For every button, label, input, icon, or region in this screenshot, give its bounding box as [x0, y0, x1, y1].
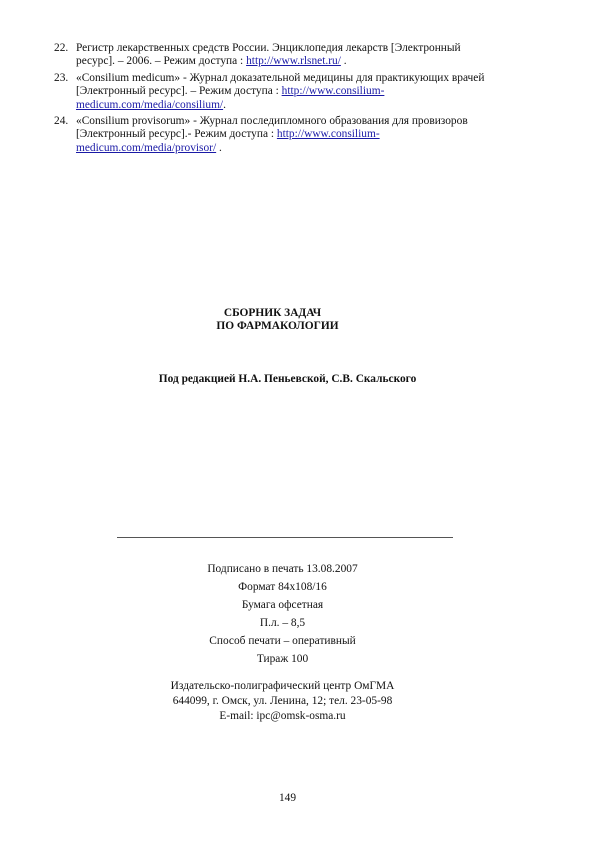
- page-number: [0, 792, 595, 805]
- reference-link[interactable]: medicum.com/media/consilium/: [76, 98, 224, 111]
- reference-text: ресурс]. – 2006. – Режим доступа :: [76, 55, 247, 68]
- reference-text: .: [216, 141, 222, 154]
- editor-text: Под редакцией Н.А. Пеньевской, С.В. Скальского: [158, 373, 417, 385]
- reference-line: Регистр лекарственных средств России. Энциклопедия лекарств [Электронный: [76, 42, 461, 54]
- imprint-block: [0, 560, 595, 668]
- reference-number: 23.: [54, 71, 69, 84]
- reference-list: [54, 42, 534, 158]
- reference-link[interactable]: http://www.consilium-: [281, 85, 385, 98]
- book-title-line1: СБОРНИК ЗАДАЧ: [223, 307, 322, 319]
- imprint-circulation: Тираж 100: [256, 653, 309, 665]
- reference-item-24: [54, 115, 534, 155]
- imprint-paper: Бумага офсетная: [241, 599, 324, 611]
- reference-line: [76, 85, 534, 98]
- reference-body: [76, 115, 534, 155]
- reference-number: 22.: [54, 42, 69, 54]
- reference-text: .: [340, 55, 347, 68]
- reference-text: .: [223, 98, 226, 111]
- reference-link[interactable]: http://www.consilium-: [276, 128, 380, 141]
- publisher-email: E-mail: ipc@omsk-osma.ru: [219, 710, 346, 722]
- reference-line: «Consilium medicum» - Журнал доказательной медицины для практикующих врачей: [76, 71, 485, 84]
- editor-line: [0, 373, 595, 386]
- book-title: [0, 307, 595, 334]
- reference-body: [76, 42, 534, 69]
- reference-text: [Электронный ресурс]. – Режим доступа :: [76, 85, 282, 98]
- publisher-name: Издательско-полиграфический центр ОмГМА: [170, 680, 395, 692]
- reference-line: «Consilium provisorum» - Журнал последипломного образования для провизоров: [76, 115, 468, 128]
- imprint-sheets: П.л. – 8,5: [259, 617, 306, 629]
- reference-line: [76, 55, 534, 68]
- page-number-text: 149: [278, 792, 297, 804]
- imprint-format: Формат 84х108/16: [238, 581, 327, 593]
- reference-line: [76, 99, 534, 112]
- book-title-line2: ПО ФАРМАКОЛОГИИ: [216, 320, 339, 333]
- reference-body: [76, 72, 534, 112]
- divider-rule: [117, 537, 453, 538]
- reference-line: [76, 128, 534, 141]
- reference-link[interactable]: medicum.com/media/provisor/: [76, 141, 217, 154]
- reference-link[interactable]: http://www.rlsnet.ru/: [246, 55, 341, 68]
- reference-item-23: [54, 72, 534, 112]
- reference-item-22: [54, 42, 534, 69]
- publisher-block: [0, 679, 595, 724]
- imprint-signed: Подписано в печать 13.08.2007: [207, 563, 358, 575]
- publisher-address: 644099, г. Омск, ул. Ленина, 12; тел. 23-05-98: [172, 695, 393, 707]
- reference-line: [76, 142, 534, 155]
- reference-number: 24.: [54, 115, 69, 128]
- reference-text: [Электронный ресурс].- Режим доступа :: [76, 128, 277, 141]
- imprint-print-method: Способ печати – оперативный: [209, 635, 356, 647]
